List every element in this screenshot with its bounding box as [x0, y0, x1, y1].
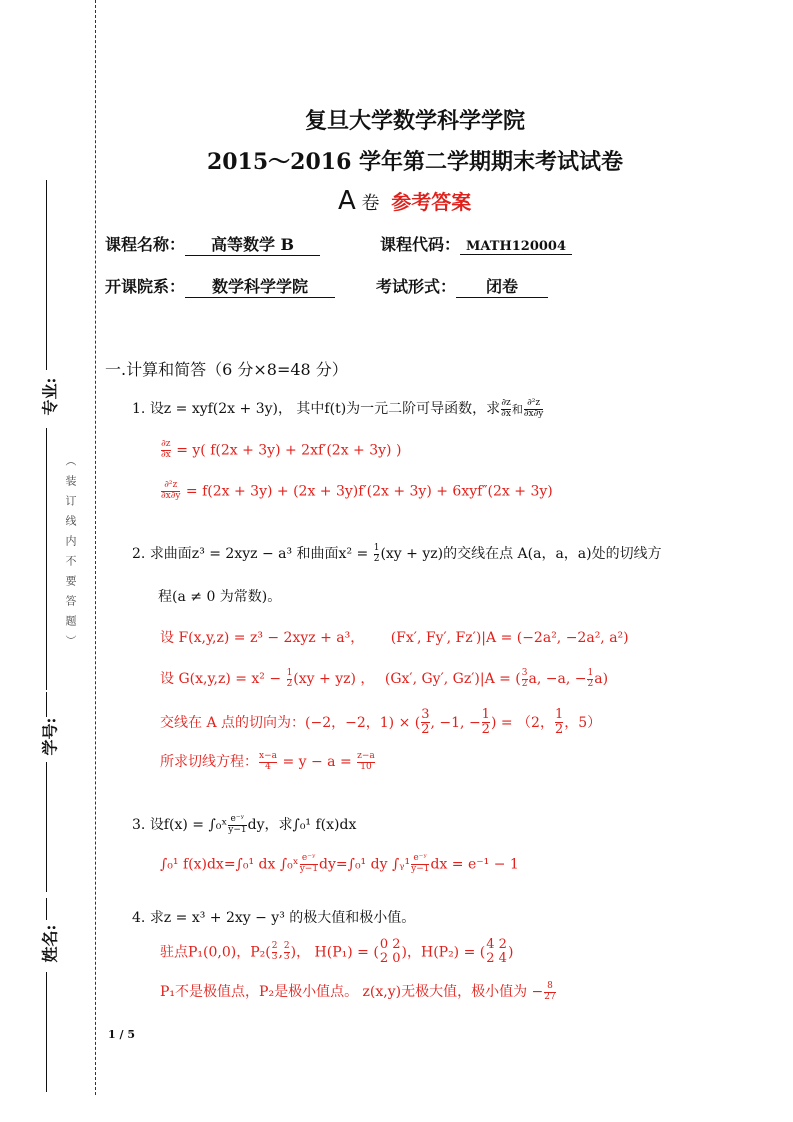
answer-2-line [160, 751, 376, 772]
question-text: 设f(x) = ∫₀ˣ [149, 817, 228, 833]
fraction-numerator: e⁻ʸ [228, 815, 246, 826]
fraction-numerator: 2 [283, 940, 290, 951]
fraction-numerator: 1 [373, 542, 380, 553]
matrix-row: 4 2 [486, 937, 507, 952]
major-underline [46, 180, 47, 370]
fraction-numerator: ∂z [501, 397, 511, 408]
matrix-row: 2 0 [379, 951, 401, 967]
question-text: 和 [511, 403, 523, 416]
question-number: 4. [132, 910, 146, 926]
fraction-numerator: 1 [554, 707, 564, 722]
question-1 [132, 398, 544, 419]
fraction-numerator: ∂z [161, 439, 171, 449]
answer-text: (Gx′, Gy′, Gz′)|A = ( [384, 671, 521, 687]
exam-title: 2015～2016 学年第二学期期末考试试卷 [206, 149, 624, 175]
fraction-numerator: 2 [271, 940, 278, 951]
fraction-denominator: y−1 [299, 863, 319, 874]
answer-2-tangent [160, 708, 601, 738]
answer-text: ，5） [564, 714, 602, 731]
question-number: 1. [132, 401, 146, 417]
answer-text: a) [594, 671, 609, 687]
paper-suffix: 卷 [361, 193, 380, 214]
fraction-numerator: ∂²z [161, 481, 180, 492]
fraction-numerator: z−a [357, 750, 375, 761]
answer-text: ) = （2， [490, 714, 554, 731]
answer-text: (xy + yz) ， [293, 671, 375, 687]
binding-note: （装订线内不要答题） [64, 455, 77, 655]
answer-text: 设 G(x,y,z) = x² − [160, 671, 286, 687]
fraction-numerator: x−a [259, 750, 277, 761]
fraction-denominator: 2 [521, 678, 528, 689]
student-id-label: 学号: [40, 717, 60, 756]
answer-text: 交线在 A 点的切向为：(−2，−2，1) × ( [160, 714, 421, 731]
question-number: 2. [132, 546, 146, 562]
question-2 [132, 543, 662, 564]
major-label: 专业: [40, 377, 60, 416]
answer-1b [160, 481, 553, 502]
answer-text: (Fx′, Fy′, Fz′)|A = (−2a², −2a², a²) [390, 630, 629, 646]
matrix-row: 0 2 [379, 937, 401, 952]
fraction-numerator: 8 [544, 982, 555, 993]
answer-key-label: 参考答案 [391, 190, 472, 214]
question-text: (xy + yz)的交线在点 A(a，a，a)处的切线方 [380, 546, 662, 562]
course-name-field [105, 232, 320, 256]
department-field [105, 274, 335, 298]
margin-line [46, 898, 47, 920]
margin-line [46, 692, 47, 717]
fraction-denominator: 3 [283, 951, 290, 962]
paper-letter: A [338, 186, 356, 216]
fraction-denominator: ∂x∂y [523, 408, 544, 419]
section-title: 一.计算和简答（6 分×8=48 分） [105, 360, 348, 379]
matrix-row: 2 4 [486, 951, 507, 967]
question-text: 求z = x³ + 2xy − y³ 的极大值和极小值。 [149, 910, 416, 926]
answer-text: , −1, − [430, 714, 481, 731]
course-name-value: 高等数学 B [185, 232, 320, 256]
course-code-value: MATH120004 [460, 239, 572, 255]
answer-text: ，H(P₂) = [406, 944, 480, 961]
answer-text: = f(2x + 3y) + (2x + 3y)f′(2x + 3y) + 6xyf″(2x + 3y) [185, 483, 553, 500]
answer-2-F [160, 627, 629, 647]
fraction-numerator: 1 [286, 667, 293, 678]
answer-text: 驻点P₁(0,0)，P₂( [160, 944, 271, 961]
fraction-numerator: ∂²z [524, 399, 543, 410]
fraction-denominator: 2 [587, 678, 594, 689]
answer-3 [160, 854, 519, 875]
fraction-denominator: 2 [286, 678, 293, 689]
fraction-denominator: ∂x [161, 449, 171, 460]
answer-text: dx = e⁻¹ − 1 [430, 856, 519, 873]
question-number: 3. [132, 817, 146, 833]
name-underline [46, 972, 47, 1092]
fraction-numerator: 3 [421, 707, 430, 722]
answer-4-conclusion [160, 981, 557, 1002]
answer-text: dy=∫₀¹ dy ∫ᵧ¹ [319, 856, 411, 873]
answer-text: )， H(P₁) = [290, 944, 374, 961]
course-name-label: 课程名称： [105, 235, 186, 254]
question-text: dy，求∫₀¹ f(x)dx [247, 817, 357, 833]
question-3 [132, 814, 356, 835]
fraction-denominator: y−1 [411, 863, 430, 874]
answer-text: = y( f(2x + 3y) + 2xf′(2x + 3y) ) [176, 442, 402, 459]
answer-text: a, −a, − [528, 671, 587, 687]
question-text: 求曲面z³ = 2xyz − a³ 和曲面x² = [149, 546, 373, 562]
fraction-numerator: 1 [587, 667, 594, 678]
answer-text: 所求切线方程： [160, 754, 258, 770]
course-code-label: 课程代码： [380, 235, 461, 254]
answer-text: P₁不是极值点，P₂是极小值点。 z(x,y)无极大值，极小值为 − [160, 984, 544, 1000]
fraction-denominator: 2 [554, 722, 564, 738]
fraction-denominator: ∂x∂y [161, 490, 181, 501]
answer-text: 设 F(x,y,z) = z³ − 2xyz + a³， [160, 630, 365, 646]
question-2-cont: 程(a ≠ 0 为常数)。 [158, 589, 282, 605]
fraction-denominator: ∂x [501, 408, 511, 419]
fraction-numerator: e⁻ʸ [411, 854, 429, 865]
student-id-underline [46, 762, 47, 892]
fraction-denominator: 2 [481, 722, 490, 738]
course-code-field [380, 232, 572, 255]
fraction-denominator: 27 [544, 991, 556, 1002]
fraction-numerator: e⁻ʸ [300, 854, 318, 865]
question-4 [132, 907, 415, 927]
fraction-numerator: 3 [521, 667, 528, 678]
paper-type [338, 186, 471, 216]
name-label: 姓名: [40, 924, 60, 963]
fraction-denominator: 3 [271, 951, 278, 962]
answer-2-G [160, 668, 608, 689]
fraction-denominator: y−1 [228, 824, 247, 835]
department-label: 开课院系： [105, 277, 186, 296]
margin-line [46, 428, 47, 690]
fraction-numerator: 1 [481, 707, 490, 722]
fraction-denominator: 10 [360, 761, 372, 772]
answer-text: = y − a = [282, 754, 352, 770]
exam-form-field [376, 274, 548, 298]
answer-text: ∫₀¹ f(x)dx=∫₀¹ dx ∫₀ˣ [160, 856, 299, 873]
page-number: 1 / 5 [108, 1028, 135, 1041]
fraction-denominator: 2 [421, 722, 430, 738]
fraction-denominator: 2 [373, 553, 380, 564]
answer-1a [160, 440, 401, 461]
school-title: 复旦大学数学科学学院 [304, 108, 525, 134]
fraction-denominator: 4 [265, 761, 271, 772]
answer-4-stationary: 驻点P₁(0,0)，P₂( $\frac{2}{3}$ , $\frac{2}{3}$ )， H(P₁) = ( 0 2 2 0 )，H(P₂) = ( 4 2 2 4 ) [160, 937, 514, 967]
question-text: 设z = xyf(2x + 3y)， 其中f(t)为一元二阶可导函数，求 [149, 401, 501, 417]
exam-form-label: 考试形式： [376, 277, 457, 296]
exam-form-value: 闭卷 [456, 274, 548, 298]
department-value: 数学科学学院 [185, 274, 335, 298]
